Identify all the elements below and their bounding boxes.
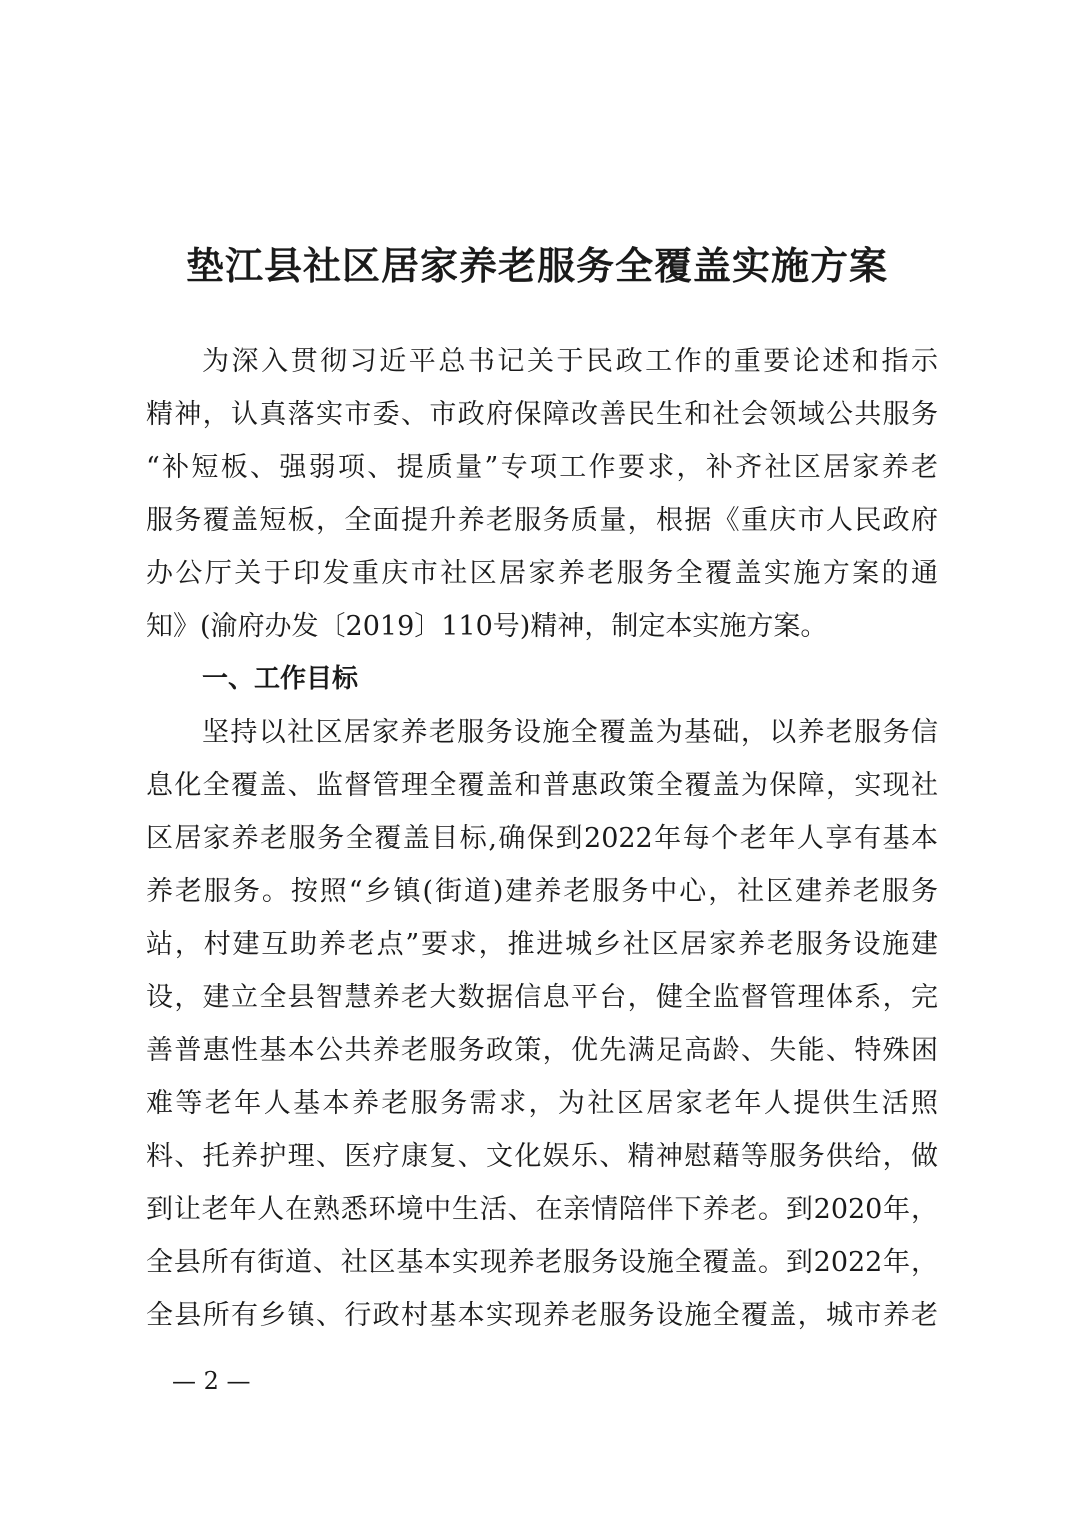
paragraph-line: 服务覆盖短板，全面提升养老服务质量，根据《重庆市人民政府 — [146, 505, 938, 536]
paragraph-line: 坚持以社区居家养老服务设施全覆盖为基础，以养老服务信 — [202, 717, 938, 748]
goal-paragraph — [146, 706, 938, 1342]
document-body — [146, 335, 938, 1342]
paragraph-line: 全县所有乡镇、行政村基本实现养老服务设施全覆盖，城市养老 — [146, 1300, 938, 1331]
paragraph-line: 为深入贯彻习近平总书记关于民政工作的重要论述和指示 — [202, 346, 938, 377]
paragraph-line: 站，村建互助养老点”要求，推进城乡社区居家养老服务设施建 — [146, 929, 938, 960]
paragraph-line: 到让老年人在熟悉环境中生活、在亲情陪伴下养老。到2020年， — [146, 1194, 938, 1225]
paragraph-line: 区居家养老服务全覆盖目标,确保到2022年每个老年人享有基本 — [146, 823, 938, 854]
paragraph-line: 料、托养护理、医疗康复、文化娱乐、精神慰藉等服务供给，做 — [146, 1141, 938, 1172]
document-title: 垫江县社区居家养老服务全覆盖实施方案 — [185, 243, 888, 288]
intro-paragraph — [146, 335, 938, 653]
paragraph-line: 办公厅关于印发重庆市社区居家养老服务全覆盖实施方案的通 — [146, 558, 938, 589]
paragraph-line: 息化全覆盖、监督管理全覆盖和普惠政策全覆盖为保障，实现社 — [146, 770, 938, 801]
section-heading: 一、工作目标 — [202, 664, 359, 694]
page-number: — 2 — — [172, 1367, 251, 1395]
paragraph-line: “补短板、强弱项、提质量”专项工作要求，补齐社区居家养老 — [146, 452, 938, 483]
paragraph-line: 善普惠性基本公共养老服务政策，优先满足高龄、失能、特殊困 — [146, 1035, 938, 1066]
paragraph-line: 难等老年人基本养老服务需求，为社区居家老年人提供生活照 — [146, 1088, 938, 1119]
paragraph-line: 知》(渝府办发〔2019〕110号)精神，制定本实施方案。 — [146, 611, 828, 642]
paragraph-line: 养老服务。按照“乡镇(街道)建养老服务中心，社区建养老服务 — [146, 876, 938, 907]
paragraph-line: 全县所有街道、社区基本实现养老服务设施全覆盖。到2022年， — [146, 1247, 938, 1278]
paragraph-line: 精神，认真落实市委、市政府保障改善民生和社会领域公共服务 — [146, 399, 938, 430]
paragraph-line: 设，建立全县智慧养老大数据信息平台，健全监督管理体系，完 — [146, 982, 938, 1013]
